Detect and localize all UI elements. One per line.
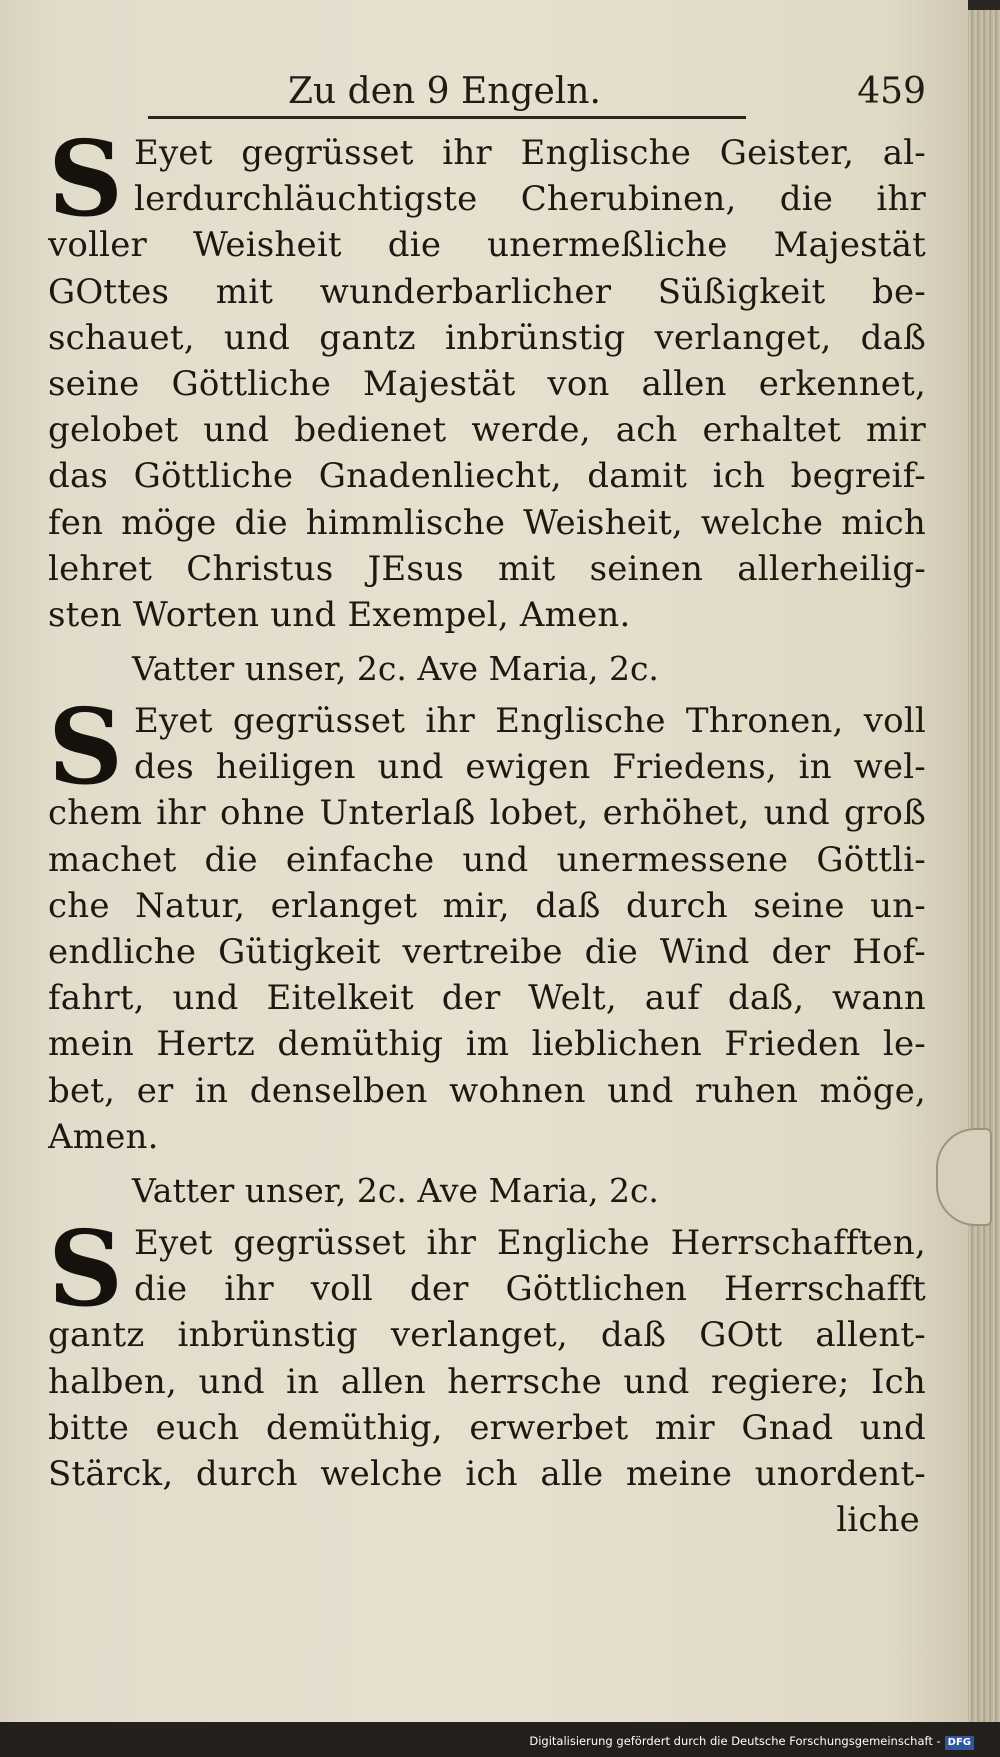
page-edge (968, 10, 1000, 1722)
page-header (48, 70, 926, 122)
text-line: machet die einfache und unermessene Göttli- (48, 839, 926, 880)
text-line: voller Weisheit die unermeßliche Majestät (48, 225, 926, 266)
text-line: fahrt, und Eitelkeit der Welt, auf daß, wann (48, 978, 926, 1019)
bookmark-tab (936, 1128, 992, 1226)
text-line: des heiligen und ewigen Friedens, in wel- (134, 747, 926, 788)
text-line: das Göttliche Gnadenliecht, damit ich begreif- (48, 456, 926, 497)
text-line: Stärck, durch welche ich alle meine unordent- (48, 1453, 926, 1494)
text-line: halben, und in allen herrsche und regiere; Ich (48, 1361, 926, 1402)
text-line: lerdurchläuchtigste Cherubinen, die ihr (134, 179, 926, 220)
text-line: gantz inbrünstig verlanget, daß GOtt allent- (48, 1315, 926, 1356)
prayer-text (48, 117, 926, 1543)
page-number: 459 (857, 71, 926, 112)
paragraph-thrones (48, 685, 926, 1160)
dfg-logo: DFG (945, 1736, 974, 1750)
text-line: mein Hertz demüthig im lieblichen Frieden le- (48, 1024, 926, 1065)
credit-text: Digitalisierung gefördert durch die Deutsche Forschungsgemeinschaft - (529, 1734, 941, 1748)
text-line: Eyet gegrüsset ihr Engliche Herrschafften, (134, 1222, 926, 1263)
rubric-prayer-reference: Vatter unser, 2c. Ave Maria, 2c. (132, 649, 659, 689)
paragraph-dominions (48, 1206, 926, 1543)
text-line: die ihr voll der Göttlichen Herrschafft (134, 1269, 926, 1310)
text-line: GOttes mit wunderbarlicher Süßigkeit be- (48, 271, 926, 312)
text-line: chem ihr ohne Unterlaß lobet, erhöhet, und groß (48, 793, 926, 834)
text-line: seine Göttliche Majestät von allen erkennet, (48, 363, 926, 404)
text-line: sten Worten und Exempel, Amen. (48, 594, 631, 635)
drop-cap: S (48, 1206, 124, 1330)
text-line: bet, er in denselben wohnen und ruhen möge, (48, 1070, 926, 1111)
text-line: Eyet gegrüsset ihr Englische Geister, al- (134, 133, 926, 173)
catchword: liche (836, 1500, 920, 1541)
text-line: bitte euch demüthig, erwerbet mir Gnad und (48, 1407, 926, 1448)
drop-cap: S (48, 117, 124, 240)
rubric-prayer-reference: Vatter unser, 2c. Ave Maria, 2c. (132, 1170, 659, 1210)
text-line: endliche Gütigkeit vertreibe die Wind der Hof- (48, 932, 926, 972)
text-line: fen möge die himmlische Weisheit, welche mich (48, 502, 926, 543)
paragraph-cherubim (48, 117, 926, 638)
text-line: che Natur, erlanget mir, daß durch seine un- (48, 885, 926, 926)
text-line: Amen. (48, 1116, 159, 1157)
digitization-credit (529, 1733, 974, 1750)
text-line: gelobet und bedienet werde, ach erhaltet mir (48, 410, 926, 451)
text-line: schauet, und gantz inbrünstig verlanget, daß (48, 317, 926, 358)
running-title: Zu den 9 Engeln. (288, 71, 601, 112)
text-line: Eyet gegrüsset ihr Englische Thronen, voll (134, 701, 926, 742)
drop-cap: S (48, 685, 124, 809)
header-rule (148, 116, 746, 119)
text-line: lehret Christus JEsus mit seinen allerheilig- (48, 548, 926, 589)
